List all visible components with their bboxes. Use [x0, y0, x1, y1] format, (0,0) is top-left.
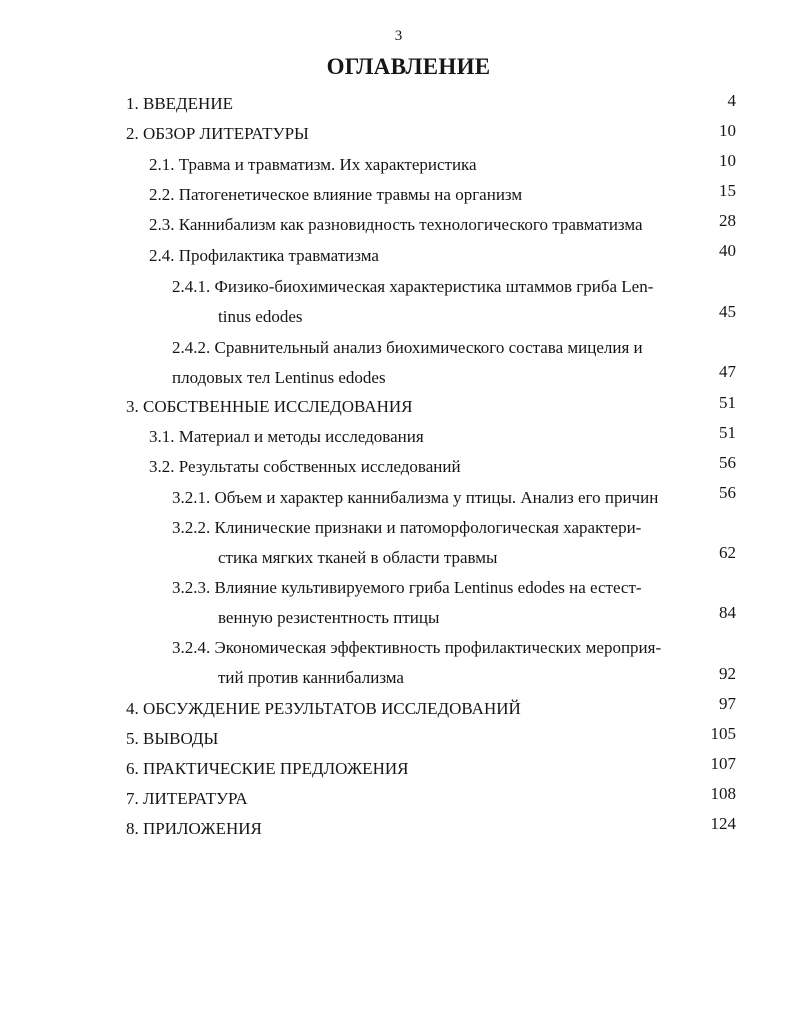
toc-entry-discussion: 4. ОБСУЖДЕНИЕ РЕЗУЛЬТАТОВ ИССЛЕДОВАНИЙ	[126, 699, 521, 718]
page-title: ОГЛАВЛЕНИЕ	[326, 54, 491, 79]
toc-entry-literature: 7. ЛИТЕРАТУРА	[126, 789, 248, 808]
toc-entry-2-1: 2.1. Травма и травматизм. Их характеристика	[149, 155, 477, 174]
toc-page-number: 84	[719, 603, 736, 622]
toc-page-number: 4	[727, 91, 736, 110]
toc-entry-2-4-1-line2: tinus edodes	[218, 307, 303, 326]
toc-entry-2-4: 2.4. Профилактика травматизма	[149, 246, 379, 265]
toc-entry-2-4-1-line1: 2.4.1. Физико-биохимическая характеристика штаммов гриба Len-	[172, 277, 654, 296]
toc-page-number: 56	[719, 453, 736, 472]
toc-entry-3-2-4-line2: тий против каннибализма	[218, 668, 404, 687]
toc-entry-3-2-3-line1: 3.2.3. Влияние культивируемого гриба Lentinus edodes на естест-	[172, 578, 642, 597]
toc-entry-literature-review: 2. ОБЗОР ЛИТЕРАТУРЫ	[126, 124, 309, 143]
toc-entry-3-2-1: 3.2.1. Объем и характер каннибализма у птицы. Анализ его причин	[172, 488, 659, 507]
toc-entry-own-research: 3. СОБСТВЕННЫЕ ИССЛЕДОВАНИЯ	[126, 397, 413, 416]
toc-page-number: 40	[719, 241, 736, 260]
toc-entry-introduction: 1. ВВЕДЕНИЕ	[126, 94, 233, 113]
toc-entry-appendices: 8. ПРИЛОЖЕНИЯ	[126, 819, 262, 838]
toc-page-number: 10	[719, 121, 736, 140]
toc-page-number: 28	[719, 211, 736, 230]
toc-page-number: 62	[719, 543, 736, 562]
toc-entry-2-3: 2.3. Каннибализм как разновидность технологического травматизма	[149, 215, 643, 234]
toc-page-number: 51	[719, 393, 736, 412]
toc-page-number: 107	[710, 754, 736, 773]
toc-entry-2-4-2-line1: 2.4.2. Сравнительный анализ биохимического состава мицелия и	[172, 338, 643, 357]
toc-entry-3-1: 3.1. Материал и методы исследования	[149, 427, 424, 446]
toc-page-number: 56	[719, 483, 736, 502]
toc-page-number: 47	[719, 362, 736, 381]
toc-entry-3-2-3-line2: венную резистентность птицы	[218, 608, 440, 627]
toc-page-number: 10	[719, 151, 736, 170]
toc-entry-3-2-2-line1: 3.2.2. Клинические признаки и патоморфологическая характери-	[172, 518, 642, 537]
toc-entry-3-2: 3.2. Результаты собственных исследований	[149, 457, 461, 476]
toc-entry-3-2-4-line1: 3.2.4. Экономическая эффективность профилактических мероприя-	[172, 638, 662, 657]
toc-page-number: 105	[710, 724, 736, 743]
page-number: 3	[394, 28, 403, 44]
toc-page-number: 51	[719, 423, 736, 442]
toc-page-number: 45	[719, 302, 736, 321]
toc-page-number: 108	[710, 784, 736, 803]
toc-page-number: 15	[719, 181, 736, 200]
toc-page-number: 124	[710, 814, 736, 833]
toc-entry-2-4-2-line2: плодовых тел Lentinus edodes	[172, 368, 386, 387]
toc-entry-3-2-2-line2: стика мягких тканей в области травмы	[218, 548, 498, 567]
toc-page-number: 97	[719, 694, 736, 713]
toc-page-number: 92	[719, 664, 736, 683]
toc-entry-practical-proposals: 6. ПРАКТИЧЕСКИЕ ПРЕДЛОЖЕНИЯ	[126, 759, 409, 778]
toc-entry-conclusions: 5. ВЫВОДЫ	[126, 729, 219, 748]
toc-entry-2-2: 2.2. Патогенетическое влияние травмы на организм	[149, 185, 523, 204]
